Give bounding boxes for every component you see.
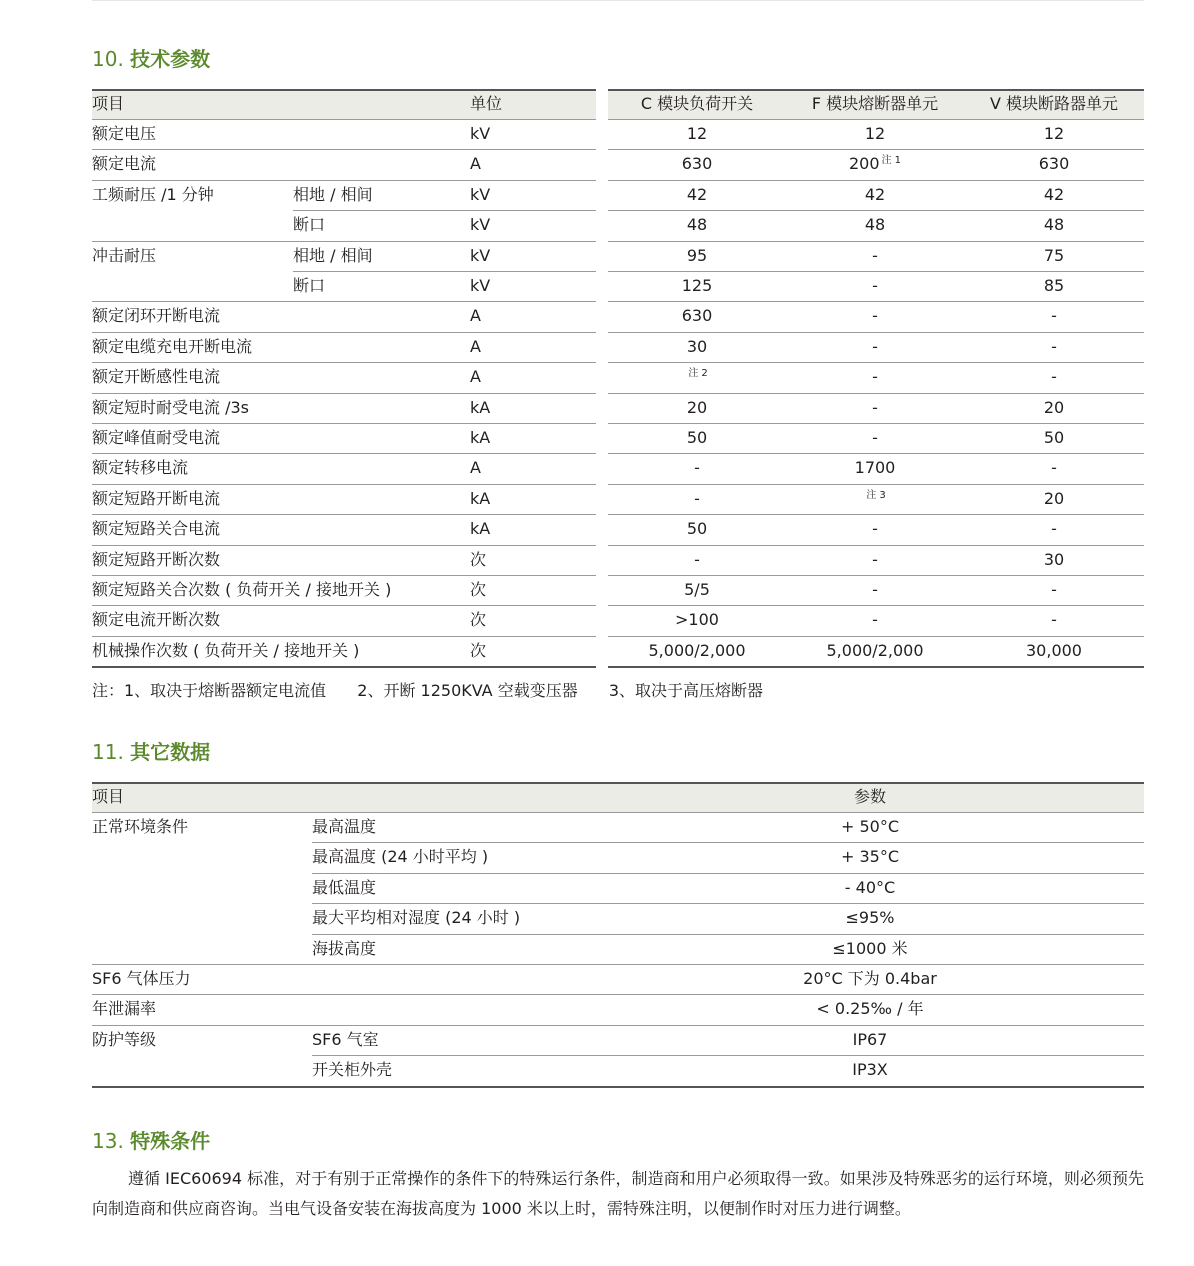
tech-row-11-unit [470, 453, 481, 483]
tech-row-3-unit [470, 210, 490, 240]
tech-row-3-c-value: 48 [686, 215, 708, 235]
tech-row-9-unit-value: kA [470, 397, 491, 417]
tech-row-5-sub [293, 271, 325, 301]
tech-row-17-f [786, 636, 964, 666]
tech-header-c: C 模块负荷开关 [640, 94, 754, 113]
other-header-param: 参数 [853, 787, 886, 806]
tech-row-11-c-value: - [694, 458, 700, 478]
tech-row-2-c [608, 180, 786, 210]
tech-row-3-c [608, 210, 786, 240]
tech-row-11-unit-value: A [470, 458, 481, 478]
tech-row-17-c-value: 5,000/2,000 [648, 640, 746, 660]
tech-row-16-v-value: - [1051, 610, 1057, 630]
section-13-number: 13. [92, 1129, 124, 1153]
tech-row-3-unit-value: kV [470, 215, 491, 235]
tech-row-6-f-value: - [872, 306, 878, 326]
tech-header-item: 项目 [92, 94, 125, 113]
tech-row-4-v [964, 241, 1144, 271]
tech-row-2-sub-value: 相地 / 相间 [293, 184, 373, 204]
tech-row-2-f [786, 180, 964, 210]
other-header-item: 项目 [92, 787, 125, 806]
tech-row-14-item [92, 545, 220, 575]
tech-row-13-c-value: 50 [686, 519, 708, 539]
tech-row-7-c [608, 332, 786, 362]
section-10-text: 技术参数 [130, 47, 211, 71]
tech-row-12-v [964, 484, 1144, 514]
tech-row-8-c [608, 362, 786, 392]
tech-row-8-v-value: - [1051, 367, 1057, 387]
tech-row-17-unit-value: 次 [470, 640, 487, 660]
tech-row-12-unit [470, 484, 490, 514]
tech-row-16-f [786, 605, 964, 635]
special-conditions-text: 遵循 IEC60694 标准，对于有别于正常操作的条件下的特殊运行条件，制造商和用户必须取得一致。如果涉及特殊恶劣的运行环境，则必须预先向制造商和供应商咨询。当电气设备安装在海拔高度为 1000 米以上时，需特殊注明，以便制作时对压力进行调整。 [92, 1169, 1144, 1218]
tech-row-17-rule-right [608, 666, 1144, 668]
tech-row-8-f [786, 362, 964, 392]
tech-row-4-unit-value: kV [470, 245, 491, 265]
tech-header-rule-right [608, 119, 1144, 120]
tech-row-4-f-value: - [872, 245, 878, 265]
tech-row-12-unit-value: kA [470, 488, 491, 508]
tech-row-1-v-value: 630 [1038, 154, 1070, 174]
tech-row-10-f [786, 423, 964, 453]
other-row-0-sub: 最高温度 [312, 817, 377, 836]
tech-row-15-f [786, 575, 964, 605]
other-row-6-value: < 0.25‰ / 年 [816, 999, 924, 1019]
tech-top-rule-left [92, 89, 596, 91]
tech-row-13-item [92, 514, 220, 544]
other-row-5-value: 20°C 下为 0.4bar [803, 969, 937, 988]
section-10-number: 10. [92, 47, 124, 71]
tech-row-2-unit-value: kV [470, 184, 491, 204]
tech-row-8-f-value: - [872, 367, 878, 387]
tech-row-10-unit-value: kA [470, 428, 491, 447]
tech-row-17-f-value: 5,000/2,000 [826, 640, 924, 660]
tech-row-6-item [92, 301, 220, 331]
tech-row-6-c [608, 301, 786, 331]
tech-row-5-sub-value: 断口 [293, 276, 326, 295]
tech-row-7-v [964, 332, 1144, 362]
tech-row-5-f-value: - [872, 276, 878, 295]
tech-row-1-f-note: 注 1 [881, 155, 902, 167]
other-row-5-item: SF6 气体压力 [92, 969, 191, 988]
other-row-8-value: IP3X [852, 1060, 888, 1080]
other-row-7-item: 防护等级 [92, 1029, 157, 1049]
tech-row-14-unit [470, 545, 486, 575]
tech-row-2-v [964, 180, 1144, 210]
tech-note-3: 3、取决于高压熔断器 [608, 681, 763, 700]
tech-row-12-c [608, 484, 786, 514]
tech-row-4-unit [470, 241, 490, 271]
tech-row-15-unit [470, 575, 486, 605]
tech-row-10-item [92, 423, 220, 453]
tech-row-12-item-value: 额定短路开断电流 [92, 488, 221, 508]
tech-row-2-c-value: 42 [686, 184, 708, 204]
tech-row-10-item-value: 额定峰值耐受电流 [92, 428, 221, 447]
tech-row-11-c [608, 453, 786, 483]
tech-row-13-v [964, 514, 1144, 544]
tech-row-17-c [608, 636, 786, 666]
tech-row-7-f-value: - [872, 336, 878, 356]
tech-note-2: 2、开断 1250KVA 空载变压器 [357, 681, 578, 700]
tech-header-rule-left [92, 119, 596, 120]
tech-row-10-c-value: 50 [686, 428, 708, 447]
tech-row-15-unit-value: 次 [470, 580, 487, 599]
tech-row-17-v-value: 30,000 [1026, 640, 1082, 660]
tech-row-11-item-value: 额定转移电流 [92, 458, 189, 478]
tech-row-3-v [964, 210, 1144, 240]
section-11-title [92, 739, 210, 765]
tech-row-14-v-value: 30 [1043, 549, 1065, 569]
tech-row-10-v-value: 50 [1043, 428, 1065, 447]
tech-row-2-item-value: 工频耐压 /1 分钟 [92, 184, 214, 204]
section-11-text: 其它数据 [130, 740, 211, 764]
tech-row-11-item [92, 453, 188, 483]
tech-row-9-c [608, 393, 786, 423]
section-10-title [92, 46, 210, 72]
tech-row-11-f-value: 1700 [854, 458, 896, 478]
tech-row-13-c [608, 514, 786, 544]
tech-row-0-c [608, 119, 786, 149]
tech-row-0-v-value: 12 [1043, 124, 1065, 143]
tech-row-14-f [786, 545, 964, 575]
tech-row-0-f [786, 119, 964, 149]
tech-row-10-f-value: - [872, 428, 878, 447]
tech-row-4-item [92, 241, 156, 271]
tech-row-8-unit-value: A [470, 367, 481, 387]
tech-row-7-f [786, 332, 964, 362]
tech-row-2-sub [293, 180, 373, 210]
tech-row-3-v-value: 48 [1043, 215, 1065, 235]
tech-row-4-f [786, 241, 964, 271]
tech-row-4-c [608, 241, 786, 271]
other-row-3-value: ≤95% [845, 908, 895, 928]
tech-row-4-v-value: 75 [1043, 245, 1065, 265]
tech-row-5-unit-value: kV [470, 276, 491, 295]
tech-row-0-item [92, 119, 156, 149]
tech-row-9-c-value: 20 [686, 397, 708, 417]
tech-row-7-unit-value: A [470, 336, 481, 356]
other-row-0-item: 正常环境条件 [92, 817, 189, 836]
tech-row-15-v-value: - [1051, 580, 1057, 599]
tech-row-8-v [964, 362, 1144, 392]
tech-row-3-f [786, 210, 964, 240]
section-11-number: 11. [92, 740, 124, 764]
tech-footnote [92, 678, 789, 704]
other-row-3-sub: 最大平均相对湿度 (24 小时 ) [312, 908, 521, 928]
tech-row-2-v-value: 42 [1043, 184, 1065, 204]
other-row-2-sub: 最低温度 [312, 877, 377, 897]
tech-row-1-item [92, 149, 156, 179]
tech-row-14-item-value: 额定短路开断次数 [92, 549, 221, 569]
other-row-8-rule [92, 1086, 1144, 1088]
tech-row-12-item [92, 484, 220, 514]
other-row-7-value: IP67 [852, 1029, 888, 1049]
tech-row-0-unit [470, 119, 490, 149]
section-13-title [92, 1128, 210, 1154]
tech-row-3-sub-value: 断口 [293, 215, 326, 235]
other-row-0-value: + 50°C [840, 817, 900, 836]
tech-row-8-c-note: 注 2 [688, 368, 708, 380]
tech-row-17-v [964, 636, 1144, 666]
tech-row-3-sub [293, 210, 325, 240]
tech-header-v: V 模块断路器单元 [989, 94, 1119, 113]
tech-row-2-item [92, 180, 214, 210]
other-row-2-value: - 40°C [844, 877, 896, 897]
tech-row-5-c [608, 271, 786, 301]
tech-row-1-f [786, 149, 964, 179]
other-row-1-value: + 35°C [840, 847, 900, 867]
tech-row-5-v-value: 85 [1043, 276, 1065, 295]
tech-row-13-f-value: - [872, 519, 878, 539]
tech-row-1-c-value: 630 [681, 154, 713, 174]
tech-row-17-rule-left [92, 666, 596, 668]
tech-row-1-c [608, 149, 786, 179]
tech-row-1-f-value: 200 [848, 154, 880, 174]
tech-row-11-f [786, 453, 964, 483]
tech-row-9-v-value: 20 [1043, 397, 1065, 417]
section-13-text: 特殊条件 [130, 1129, 211, 1153]
tech-row-2-rule-left [293, 210, 596, 211]
tech-row-4-c-value: 95 [686, 245, 708, 265]
tech-row-15-v [964, 575, 1144, 605]
tech-row-7-unit [470, 332, 481, 362]
tech-row-4-item-value: 冲击耐压 [92, 245, 157, 265]
tech-row-14-c [608, 545, 786, 575]
tech-row-4-sub-value: 相地 / 相间 [293, 245, 373, 265]
tech-row-2-f-value: 42 [864, 184, 886, 204]
tech-row-13-item-value: 额定短路关合电流 [92, 519, 221, 539]
tech-row-8-item [92, 362, 220, 392]
tech-row-13-unit [470, 514, 490, 544]
tech-row-11-v [964, 453, 1144, 483]
tech-row-16-item-value: 额定电流开断次数 [92, 610, 221, 630]
tech-row-0-item-value: 额定电压 [92, 124, 157, 143]
tech-row-6-v-value: - [1051, 306, 1057, 326]
tech-row-8-unit [470, 362, 481, 392]
tech-row-12-v-value: 20 [1043, 488, 1065, 508]
tech-row-12-c-value: - [694, 488, 700, 508]
tech-row-16-unit-value: 次 [470, 610, 487, 630]
tech-note-1: 注：1、取决于熔断器额定电流值 [92, 681, 327, 700]
other-row-8-sub: 开关柜外壳 [312, 1060, 393, 1080]
tech-row-14-f-value: - [872, 549, 878, 569]
tech-row-0-unit-value: kV [470, 124, 491, 143]
tech-row-2-unit [470, 180, 490, 210]
tech-row-5-f [786, 271, 964, 301]
tech-row-16-unit [470, 605, 486, 635]
tech-row-15-c-value: 5/5 [684, 580, 710, 599]
tech-row-1-item-value: 额定电流 [92, 154, 157, 174]
tech-row-6-v [964, 301, 1144, 331]
tech-row-15-item-value: 额定短路关合次数 ( 负荷开关 / 接地开关 ) [92, 580, 392, 599]
tech-row-13-unit-value: kA [470, 519, 491, 539]
tech-row-17-item [92, 636, 359, 666]
tech-row-12-f [786, 484, 964, 514]
tech-row-1-v [964, 149, 1144, 179]
tech-row-17-unit [470, 636, 486, 666]
tech-row-6-c-value: 630 [681, 306, 713, 326]
tech-row-16-c [608, 605, 786, 635]
tech-row-0-c-value: 12 [686, 124, 708, 143]
tech-row-14-v [964, 545, 1144, 575]
tech-row-5-c-value: 125 [681, 276, 713, 295]
tech-row-12-f-note: 注 3 [866, 489, 886, 501]
tech-row-16-c-value: >100 [675, 610, 719, 630]
tech-row-16-f-value: - [872, 610, 878, 630]
tech-row-13-v-value: - [1051, 519, 1057, 539]
tech-row-0-v [964, 119, 1144, 149]
tech-row-9-item [92, 393, 249, 423]
tech-row-9-f-value: - [872, 397, 878, 417]
tech-row-14-unit-value: 次 [470, 549, 487, 569]
tech-row-6-unit [470, 301, 481, 331]
tech-row-5-v [964, 271, 1144, 301]
other-row-6-item: 年泄漏率 [92, 999, 157, 1019]
tech-row-7-item-value: 额定电缆充电开断电流 [92, 336, 253, 356]
tech-row-15-f-value: - [872, 580, 878, 599]
tech-row-9-v [964, 393, 1144, 423]
tech-row-7-item [92, 332, 252, 362]
tech-header-unit: 单位 [470, 94, 503, 113]
tech-row-14-c-value: - [694, 549, 700, 569]
tech-row-6-unit-value: A [470, 306, 481, 326]
tech-row-8-item-value: 额定开断感性电流 [92, 367, 221, 387]
tech-row-9-unit [470, 393, 490, 423]
top-divider [92, 0, 1144, 1]
tech-row-16-v [964, 605, 1144, 635]
tech-row-0-rule-left [92, 149, 596, 150]
tech-row-6-item-value: 额定闭环开断电流 [92, 306, 221, 326]
special-conditions-paragraph [92, 1164, 1144, 1224]
tech-row-10-c [608, 423, 786, 453]
tech-header-f: F 模块熔断器单元 [811, 94, 939, 113]
tech-row-3-f-value: 48 [864, 215, 886, 235]
tech-header-bg-left [92, 89, 596, 119]
tech-row-4-rule-left [293, 271, 596, 272]
tech-row-17-item-value: 机械操作次数 ( 负荷开关 / 接地开关 ) [92, 640, 360, 660]
tech-row-9-f [786, 393, 964, 423]
tech-row-7-v-value: - [1051, 336, 1057, 356]
tech-row-10-unit [470, 423, 490, 453]
tech-row-15-item [92, 575, 391, 605]
tech-row-1-unit [470, 149, 481, 179]
tech-row-0-f-value: 12 [864, 124, 886, 143]
other-row-4-sub: 海拔高度 [312, 938, 377, 958]
tech-row-9-item-value: 额定短时耐受电流 /3s [92, 397, 249, 417]
other-row-7-sub: SF6 气室 [312, 1029, 379, 1049]
other-row-1-sub: 最高温度 (24 小时平均 ) [312, 847, 489, 867]
tech-row-4-sub [293, 241, 373, 271]
tech-row-7-c-value: 30 [686, 336, 708, 356]
tech-row-5-unit [470, 271, 490, 301]
tech-row-13-f [786, 514, 964, 544]
tech-row-10-v [964, 423, 1144, 453]
tech-row-1-unit-value: A [470, 154, 481, 174]
tech-row-6-f [786, 301, 964, 331]
tech-row-11-v-value: - [1051, 458, 1057, 478]
tech-row-16-item [92, 605, 220, 635]
tech-row-15-c [608, 575, 786, 605]
other-row-4-value: ≤1000 米 [832, 938, 908, 958]
